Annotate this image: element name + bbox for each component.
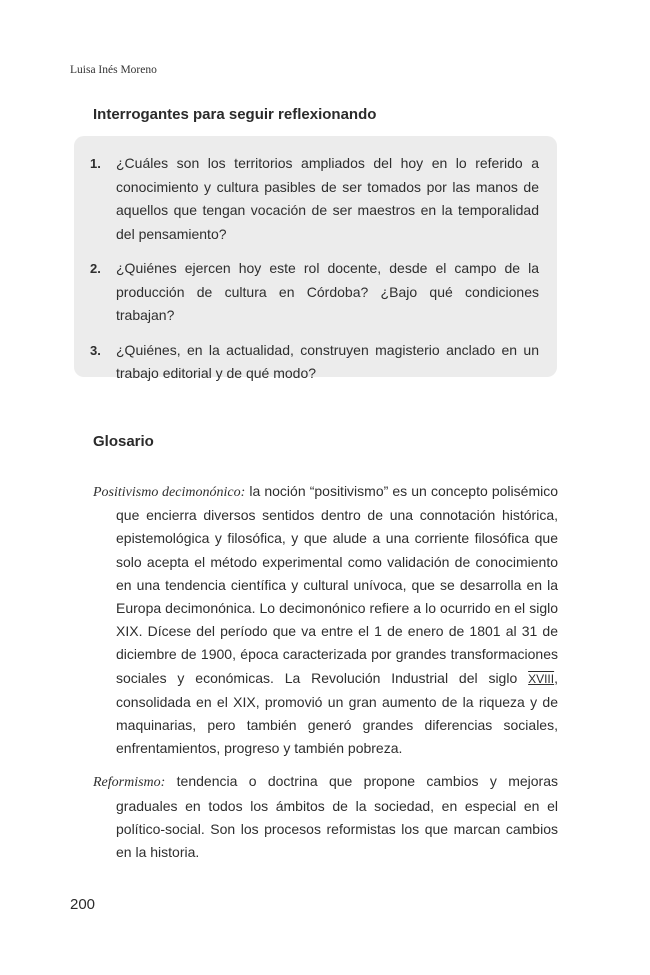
question-number: 1. — [90, 156, 101, 171]
glossary-definition-continued: , consolidada en el XIX, promovió un gran aumento de la riqueza y de maquinarias, pero también generó grandes diferencias sociales, enfrentamientos, progreso y también pobreza. — [116, 669, 558, 757]
glossary-list — [93, 480, 558, 874]
question-item-2 — [90, 257, 539, 328]
question-number: 3. — [90, 342, 101, 358]
questions-box — [74, 136, 557, 381]
question-text: ¿Quiénes ejercen hoy este rol docente, desde el campo de la producción de cultura en Córdoba? ¿Bajo qué condiciones trabajan? — [116, 260, 539, 323]
glossary-term: Reformismo: — [93, 775, 166, 791]
glossary-entry-reformismo — [93, 770, 558, 864]
question-item-1 — [90, 152, 539, 246]
glossary-definition: tendencia o doctrina que propone cambios y mejoras graduales en todos los ámbitos de la sociedad, en especial en el político-social. Son los procesos reformistas los que marcan cambios en la historia. — [116, 773, 558, 861]
question-text: ¿Quiénes, en la actualidad, construyen magisterio anclado en un trabajo editorial y de qué modo? — [116, 341, 539, 381]
questions-list — [90, 152, 539, 386]
century-numeral: XVIII — [528, 671, 555, 686]
glossary-definition: la noción “positivismo” es un concepto polisémico que encierra diversos sentidos dentro de una connotación histórica, epistemológica y filosófica, y que alude a una corriente filosófica que solo acepta el método experimental como validación de conocimiento en una tendencia científica y cultural unívoca, que se desarrolla en la Europa decimonónica. Lo decimonónico refiere a lo ocurrido en el siglo XIX. Dícese del período que va entre el 1 de enero de 1801 al 31 de diciembre de 1900, época caracterizada por grandes transformaciones sociales y económicas. La Revolución Industrial del siglo — [116, 483, 559, 686]
glossary-entry-positivismo — [93, 480, 558, 760]
page-number: 200 — [70, 896, 96, 913]
question-number: 2. — [90, 261, 101, 276]
questions-title: Interrogantes para seguir reflexionando — [93, 106, 377, 123]
glossary-title: Glosario — [93, 433, 154, 450]
question-item-3 — [90, 339, 539, 386]
question-text: ¿Cuáles son los territorios ampliados del hoy en lo referido a conocimiento y cultura pasibles de ser tomados por las manos de aquellos que tengan vocación de ser maestros en la temporalidad del pensamiento? — [116, 155, 539, 242]
running-head-author: Luisa Inés Moreno — [70, 64, 157, 76]
glossary-term: Positivismo decimonónico: — [93, 485, 246, 500]
